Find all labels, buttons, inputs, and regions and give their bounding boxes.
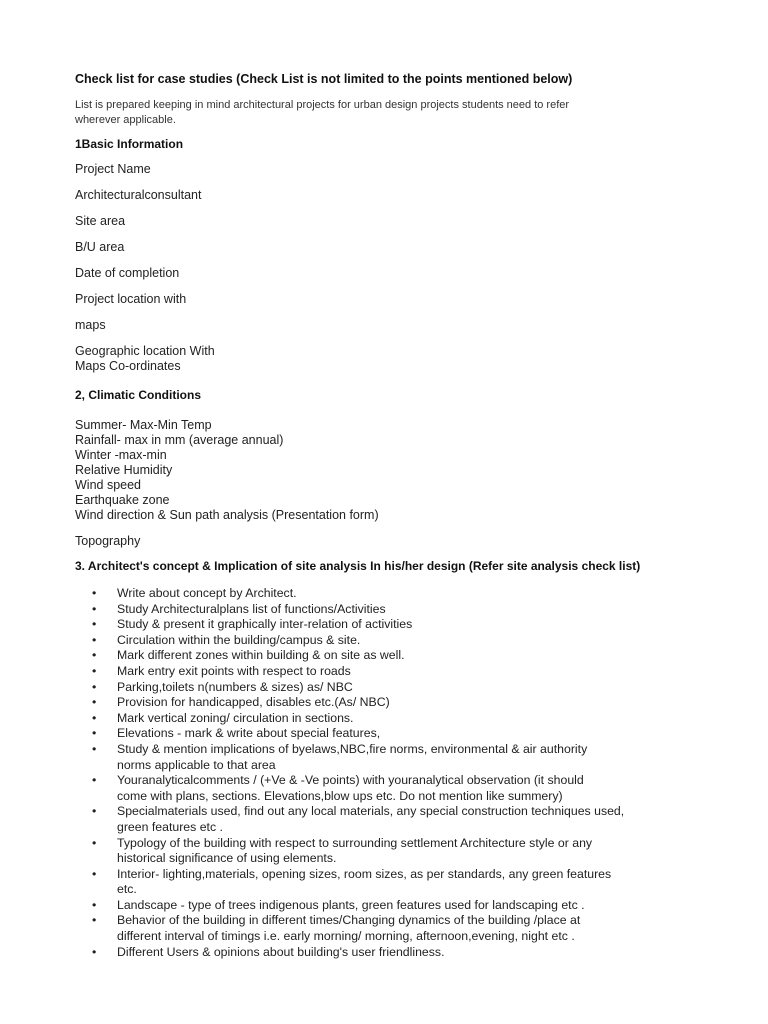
bullet-item [92,836,692,867]
bullet-text: come with plans, sections. Elevations,blow ups etc. Do not mention like summery) [117,788,563,803]
bullet-item [92,695,692,711]
bullet-text: different interval of timings i.e. early morning/ morning, afternoon,evening, night etc . [117,929,575,944]
intro-line: wherever applicable. [75,114,176,126]
bullet-dot: • [92,632,97,647]
climatic-item: Wind direction & Sun path analysis (Presentation form) [75,508,379,522]
bullet-text: Provision for handicapped, disables etc.(As/ NBC) [117,695,390,710]
bullet-dot: • [92,726,97,741]
bullet-dot: • [92,663,97,678]
bullet-dot: • [92,648,97,663]
bullet-item [92,617,692,633]
bullet-text: Study & mention implications of byelaws,NBC,fire norms, environmental & air authority [117,741,588,756]
climatic-item: Rainfall- max in mm (average annual) [75,433,284,447]
bullet-text: Behavior of the building in different times/Changing dynamics of the building /place at [117,913,581,928]
geo-line: Geographic location With [75,344,215,358]
bullet-text: Elevations - mark & write about special features, [117,726,381,741]
bullet-item [92,913,692,944]
bullet-text: Youranalyticalcomments / (+Ve & -Ve points) with youranalytical observation (it should [117,773,584,788]
bullet-item [92,804,692,835]
bullet-dot: • [92,913,97,928]
bullet-item [92,664,692,680]
bullet-item [92,586,692,602]
bullet-dot: • [92,741,97,756]
bullet-item [92,633,692,649]
bullet-dot: • [92,710,97,725]
bullet-item [92,711,692,727]
bullet-text: Mark entry exit points with respect to roads [117,663,351,678]
field-geographic-location [75,344,215,374]
bullet-dot: • [92,866,97,881]
bullet-text: Interior- lighting,materials, opening sizes, room sizes, as per standards, any green features [117,866,612,881]
intro-paragraph [75,98,569,128]
field-topography: Topography [75,534,141,548]
geo-line: Maps Co-ordinates [75,359,181,373]
bullet-dot: • [92,695,97,710]
field-architectural-consultant: Architecturalconsultant [75,188,202,202]
bullet-text: Write about concept by Architect. [117,586,297,600]
bullet-dot: • [92,601,97,616]
document-title: Check list for case studies (Check List is not limited to the points mentioned below) [75,72,573,86]
bullet-dot: • [92,773,97,788]
bullet-text: Landscape - type of trees indigenous plants, green features used for landscaping etc . [117,897,585,912]
section-heading-climatic-conditions: 2, Climatic Conditions [75,388,202,402]
bullet-item [92,680,692,696]
climatic-item: Earthquake zone [75,493,170,507]
climatic-item: Winter -max-min [75,448,167,462]
section-heading-basic-information: 1Basic Information [75,137,184,151]
intro-line: List is prepared keeping in mind architectural projects for urban design projects students need to refer [75,99,570,111]
section-heading-architect-concept: 3. Architect's concept & Implication of site analysis In his/her design (Refer site analysis check list) [75,559,641,573]
bullet-item [92,742,692,773]
field-site-area: Site area [75,214,126,228]
bullet-text: Circulation within the building/campus & site. [117,632,361,647]
concept-bullet-list [92,586,692,960]
bullet-item [92,773,692,804]
bullet-dot: • [92,804,97,819]
field-date-of-completion: Date of completion [75,266,180,280]
bullet-text: historical significance of using elements. [117,851,337,866]
bullet-text: Different Users & opinions about building's user friendliness. [117,944,445,959]
field-bu-area: B/U area [75,240,125,254]
bullet-text: Mark different zones within building & on site as well. [117,648,405,663]
climatic-item: Relative Humidity [75,463,173,477]
climatic-item: Wind speed [75,478,142,492]
bullet-dot: • [92,897,97,912]
bullet-text: Parking,toilets n(numbers & sizes) as/ NBC [117,679,353,694]
bullet-item [92,898,692,914]
bullet-item [92,945,692,961]
field-project-location: Project location with [75,292,187,306]
climatic-list [75,418,379,523]
bullet-item [92,648,692,664]
bullet-item [92,867,692,898]
bullet-dot: • [92,679,97,694]
bullet-text: Study & present it graphically inter-relation of activities [117,617,413,632]
bullet-text: Specialmaterials used, find out any local materials, any special construction techniques used, [117,804,625,819]
bullet-text: green features etc . [117,819,223,834]
climatic-item: Summer- Max-Min Temp [75,418,212,432]
field-project-name: Project Name [75,162,151,176]
bullet-item [92,602,692,618]
field-maps: maps [75,318,106,332]
bullet-text: etc. [117,882,137,897]
bullet-text: Typology of the building with respect to surrounding settlement Architecture style or any [117,835,593,850]
bullet-item [92,726,692,742]
bullet-text: Study Architecturalplans list of functions/Activities [117,601,386,616]
bullet-dot: • [92,617,97,632]
bullet-text: norms applicable to that area [117,757,276,772]
bullet-dot: • [92,944,97,959]
bullet-text: Mark vertical zoning/ circulation in sections. [117,710,354,725]
bullet-dot: • [92,835,97,850]
bullet-dot: • [92,586,97,600]
